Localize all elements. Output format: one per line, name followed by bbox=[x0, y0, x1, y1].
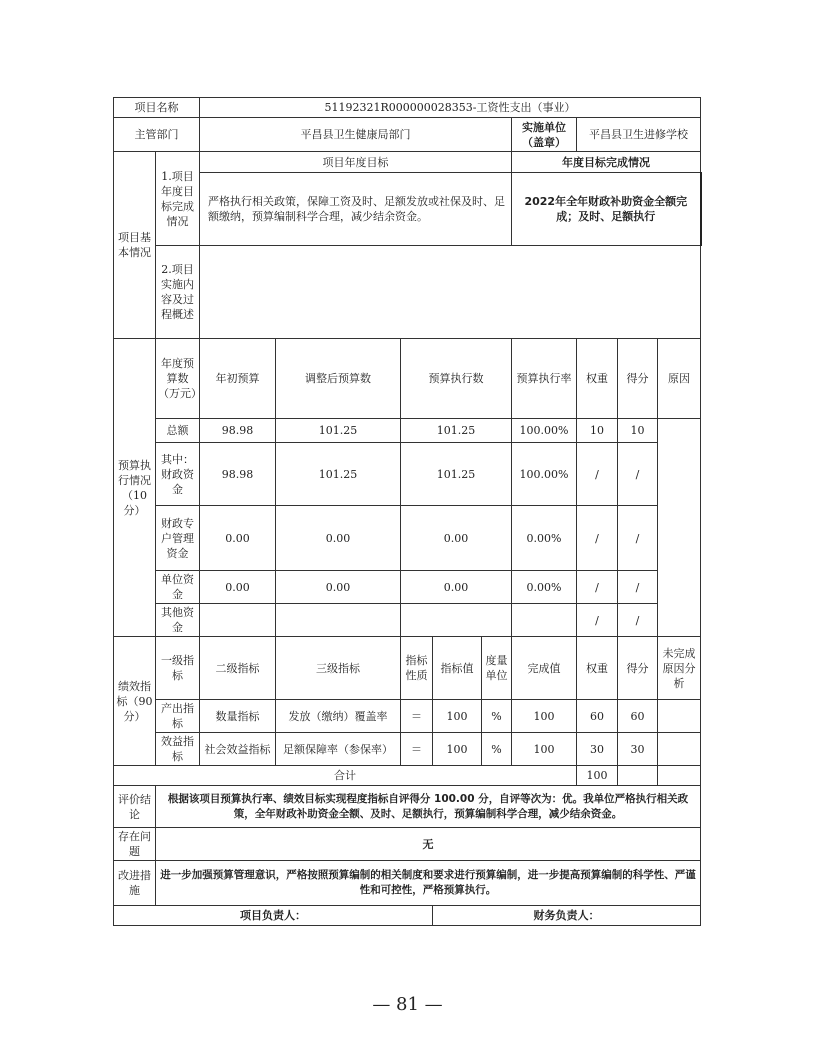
perf-header: 指标性质 bbox=[401, 637, 433, 700]
cell: 60 bbox=[618, 700, 658, 733]
perf-header: 未完成原因分析 bbox=[658, 637, 701, 700]
adj: 0.00 bbox=[276, 571, 401, 604]
total-weight: 100 bbox=[577, 766, 618, 786]
weight: / bbox=[577, 443, 618, 506]
cell: 100 bbox=[512, 733, 577, 766]
budget-header: 年初预算 bbox=[200, 339, 276, 419]
reason bbox=[658, 419, 701, 637]
perf-header: 完成值 bbox=[512, 637, 577, 700]
score: / bbox=[618, 571, 658, 604]
rate: 100.00% bbox=[512, 419, 577, 443]
basic-label: 项目基本情况 bbox=[114, 152, 156, 339]
score: 10 bbox=[618, 419, 658, 443]
row-name: 总额 bbox=[156, 419, 200, 443]
unit-label: 实施单位（盖章） bbox=[512, 118, 577, 152]
perf-header: 权重 bbox=[577, 637, 618, 700]
performance-table bbox=[113, 97, 702, 926]
perf-header: 二级指标 bbox=[200, 637, 276, 700]
project-manager-label: 项目负责人： bbox=[114, 906, 433, 926]
project-name-label: 项目名称 bbox=[114, 98, 200, 118]
budget-header: 调整后预算数 bbox=[276, 339, 401, 419]
budget-header: 年度预算数（万元） bbox=[156, 339, 200, 419]
weight: / bbox=[577, 571, 618, 604]
cell: 数量指标 bbox=[200, 700, 276, 733]
cell: 30 bbox=[618, 733, 658, 766]
impl-label: 2.项目实施内容及过程概述 bbox=[156, 246, 200, 339]
perf-header: 三级指标 bbox=[276, 637, 401, 700]
budget-label: 预算执行情况（10分） bbox=[114, 339, 156, 637]
perf-header: 度量单位 bbox=[482, 637, 512, 700]
perf-label: 绩效指标（90分） bbox=[114, 637, 156, 766]
init bbox=[200, 604, 276, 637]
cell bbox=[658, 700, 701, 733]
row-name: 其他资金 bbox=[156, 604, 200, 637]
exec: 101.25 bbox=[401, 419, 512, 443]
budget-header: 得分 bbox=[618, 339, 658, 419]
rate: 0.00% bbox=[512, 571, 577, 604]
perf-row bbox=[114, 700, 701, 733]
adj bbox=[276, 604, 401, 637]
rate: 0.00% bbox=[512, 506, 577, 571]
page-number: — 81 — bbox=[372, 994, 443, 1015]
adj: 101.25 bbox=[276, 419, 401, 443]
perf-row bbox=[114, 733, 701, 766]
init: 98.98 bbox=[200, 443, 276, 506]
cell: 社会效益指标 bbox=[200, 733, 276, 766]
cell: 产出指标 bbox=[156, 700, 200, 733]
budget-row bbox=[114, 604, 701, 637]
conclusion-label: 评价结论 bbox=[114, 786, 156, 828]
perf-header: 指标值 bbox=[433, 637, 482, 700]
dept: 平昌县卫生健康局部门 bbox=[200, 118, 512, 152]
goal-header: 项目年度目标 bbox=[200, 152, 512, 173]
conclusion: 根据该项目预算执行率、绩效目标实现程度指标自评得分 100.00 分，自评等次为：优。我单位严格执行相关政策，全年财政补助资金全额、及时、足额执行，预算编制科学合理，减少结余资金。 bbox=[156, 786, 701, 828]
cell: 100 bbox=[512, 700, 577, 733]
row-name: 其中：财政资金 bbox=[156, 443, 200, 506]
exec: 0.00 bbox=[401, 571, 512, 604]
issues-label: 存在问题 bbox=[114, 828, 156, 861]
cell: 效益指标 bbox=[156, 733, 200, 766]
weight: / bbox=[577, 506, 618, 571]
budget-row bbox=[114, 419, 701, 443]
cell: 100 bbox=[433, 700, 482, 733]
total-reason bbox=[658, 766, 701, 786]
total-score bbox=[618, 766, 658, 786]
init: 0.00 bbox=[200, 571, 276, 604]
cell: % bbox=[482, 733, 512, 766]
cell: % bbox=[482, 700, 512, 733]
init: 98.98 bbox=[200, 419, 276, 443]
cell: 60 bbox=[577, 700, 618, 733]
cell bbox=[658, 733, 701, 766]
perf-header: 得分 bbox=[618, 637, 658, 700]
done-header: 年度目标完成情况 bbox=[512, 152, 701, 173]
finance-manager-label: 财务负责人： bbox=[433, 906, 701, 926]
cell: 发放（缴纳）覆盖率 bbox=[276, 700, 401, 733]
row-name: 单位资金 bbox=[156, 571, 200, 604]
goal-text: 严格执行相关政策，保障工资及时、足额发放或社保及时、足额缴纳，预算编制科学合理，减少结余资金。 bbox=[200, 173, 512, 246]
weight: 10 bbox=[577, 419, 618, 443]
budget-header: 原因 bbox=[658, 339, 701, 419]
row-name: 财政专户管理资金 bbox=[156, 506, 200, 571]
weight: / bbox=[577, 604, 618, 637]
score: / bbox=[618, 506, 658, 571]
cell: 30 bbox=[577, 733, 618, 766]
unit: 平昌县卫生进修学校 bbox=[577, 118, 701, 152]
issues: 无 bbox=[156, 828, 701, 861]
done-text: 2022年全年财政补助资金全额完成；及时、足额执行 bbox=[512, 173, 701, 246]
exec: 0.00 bbox=[401, 506, 512, 571]
cell: 100 bbox=[433, 733, 482, 766]
cell: 足额保障率（参保率） bbox=[276, 733, 401, 766]
total-label: 合计 bbox=[114, 766, 577, 786]
adj: 101.25 bbox=[276, 443, 401, 506]
budget-header: 预算执行率 bbox=[512, 339, 577, 419]
rate bbox=[512, 604, 577, 637]
perf-header: 一级指标 bbox=[156, 637, 200, 700]
dept-label: 主管部门 bbox=[114, 118, 200, 152]
exec: 101.25 bbox=[401, 443, 512, 506]
cell: ＝ bbox=[401, 733, 433, 766]
project-name: 51192321R000000028353-工资性支出（事业） bbox=[200, 98, 701, 118]
cell: ＝ bbox=[401, 700, 433, 733]
budget-header: 权重 bbox=[577, 339, 618, 419]
budget-row bbox=[114, 571, 701, 604]
init: 0.00 bbox=[200, 506, 276, 571]
budget-header: 预算执行数 bbox=[401, 339, 512, 419]
budget-row bbox=[114, 506, 701, 571]
adj: 0.00 bbox=[276, 506, 401, 571]
budget-row bbox=[114, 443, 701, 506]
score: / bbox=[618, 604, 658, 637]
goal-label: 1.项目年度目标完成情况 bbox=[156, 152, 200, 246]
improve: 进一步加强预算管理意识，严格按照预算编制的相关制度和要求进行预算编制，进一步提高预算编制的科学性、严谨性和可控性，严格预算执行。 bbox=[156, 861, 701, 906]
rate: 100.00% bbox=[512, 443, 577, 506]
improve-label: 改进措施 bbox=[114, 861, 156, 906]
impl-text bbox=[200, 246, 701, 339]
exec bbox=[401, 604, 512, 637]
score: / bbox=[618, 443, 658, 506]
